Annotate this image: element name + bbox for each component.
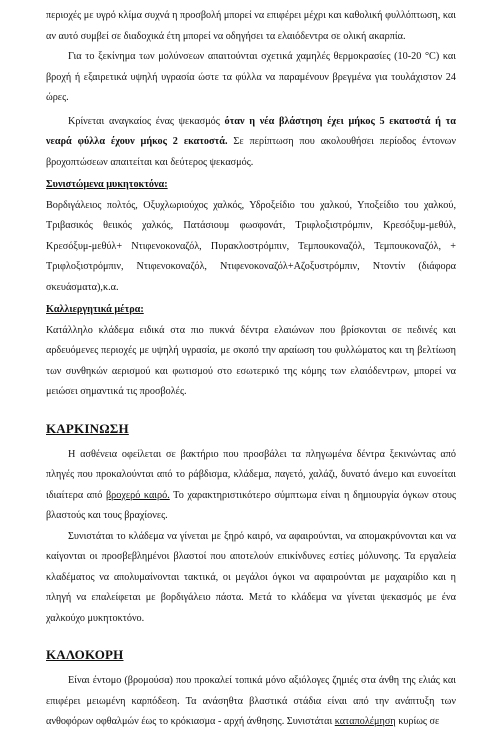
rainy-weather-underlined: βροχερό καιρό. [105, 489, 170, 501]
spray-timing-text: Κρίνεται αναγκαίος ένας ψεκασμός [68, 115, 225, 127]
document-page [46, 6, 456, 733]
cultural-measures-text: Κατάλληλο κλάδεμα ειδικά στα πιο πυκνά δέντρα ελαιώνων που βρίσκονται σε πεδινές και αρδευόμενες περιοχές με υψηλή υγρασία, με σκοπό την αραίωση του φυλλώματος και τη βελτίωση των συνθηκών αερισμού και φωτισμού στο εσωτερικό της κόμης των ελαιόδεντρων, μπορεί να μειώσει σημαντικά τις προσβολές. [46, 324, 456, 397]
kalokori-text-end: κυρίως σε [395, 716, 440, 727]
paragraph-karkinosi-cause [46, 445, 456, 527]
recommended-fungicides-list: Βορδιγάλειος πολτός, Οξυχλωριούχος χαλκός, Υδροξείδιο του χαλκού, Υποξείδιο του χαλκού, Τριβασικός θειικός χαλκός, Πατάσιουμ φωσφονάτ, Τριφλοξιστρόμπιν, Κρεσόξυμ-μεθύλ, Κρεσόξυμ-μεθύλ+ Ντιφενοκοναζόλ, Πυρακλοστρόμπιν, Τεμπουκοναζόλ, Τεμπουκοναζόλ, + Τριφλοξιστρόμπιν, Ντιφενοκοναζόλ, Ντιφενοκοναζόλ+Αζοξυστρόμπιν, Ντοντίν (διάφορα σκευάσματα),κ.α. [46, 199, 456, 293]
section-title-karkinosi: ΚΑΡΚΙΝΩΣΗ [46, 420, 129, 436]
karkinosi-cause-end: Το χαρακτηριστικότερο σύμπτωμα είναι η δημιουργία όγκων στους βλαστούς και τους βραχίονες. [46, 489, 456, 521]
spray-timing-end: Σε περίπτωση που ακολουθήσει περίοδος έντονων βροχοπτώσεων απαιτείται και δεύτερος ψεκασμός. [46, 136, 456, 168]
spray-timing-bold: όταν η νέα βλάστηση έχει μήκος 5 εκατοστά ή τα νεαρά φύλλα έχουν μήκος 2 εκατοστά. [46, 115, 456, 147]
paragraph-kalokori [46, 671, 456, 733]
section-title-kalokori: ΚΑΛΟΚΟΡΗ [46, 647, 124, 662]
karkinosi-cause-text: Η ασθένεια οφείλεται σε βακτήριο που προσβάλει τα πληγωμένα δέντρα ξεκινώντας από πληγές που προκαλούνται από το ράβδισμα, κλάδεμα, παγετό, χαλάζι, δυνατό άνεμο και ευνοείται ιδιαίτερα από [46, 448, 456, 501]
paragraph-infection-conditions: Για το ξεκίνημα των μολύνσεων απαιτούνται σχετικά χαμηλές θερμοκρασίες (10-20 °C) και βροχή ή εξαιρετικά υψηλή υγρασία ώστε τα φύλλα να παραμένουν βρεγμένα για τουλάχιστον 24 ώρες. [46, 51, 456, 103]
paragraph-leaf-spot-damage: περιοχές με υγρό κλίμα συχνά η προσβολή μπορεί να επιφέρει μέχρι και καθολική φυλλόπτωση, και αν αυτό συμβεί σε διαδοχικά έτη μπορεί να οδηγήσει τα ελαιόδεντρα σε ολική ακαρπία. [46, 10, 456, 42]
recommended-fungicides-heading: Συνιστώμενα μυκητοκτόνα: [46, 179, 168, 190]
paragraph-karkinosi-control: Συνιστάται το κλάδεμα να γίνεται με ξηρό καιρό, να αφαιρούνται, να απομακρύνονται και να καίγονται οι προσβεβλημένοι βλαστοί που αποτελούν επικίνδυνες εστίες μόλυνσης. Τα εργαλεία κλαδέματος να απολυμαίνονται τακτικά, οι μεγάλοι όγκοι να αφαιρούνται με μαχαιρίδιο και η πληγή να επαλείφεται με βορδιγάλειο πάστα. Μετά το κλάδεμα να γίνεται ψεκασμός με ένα χαλκούχο μυκητοκτόνο. [46, 530, 456, 624]
cultural-measures-heading: Καλλιεργητικά μέτρα: [46, 304, 144, 315]
control-underlined: καταπολέμηση [334, 716, 396, 727]
paragraph-spray-timing [46, 112, 456, 174]
kalokori-text: Είναι έντομο (βρομούσα) που προκαλεί τοπικά μόνο αξιόλογες ζημιές στα άνθη της ελιάς και επιφέρει μειωμένη καρπόδεση. Τα ανάσηθτα βλαστικά στάδια είναι από την ανάπτυξη των ανθοφόρων οφθαλμών έως το κρόκιασμα - αρχή άνθησης. Συνιστάται [46, 675, 456, 727]
